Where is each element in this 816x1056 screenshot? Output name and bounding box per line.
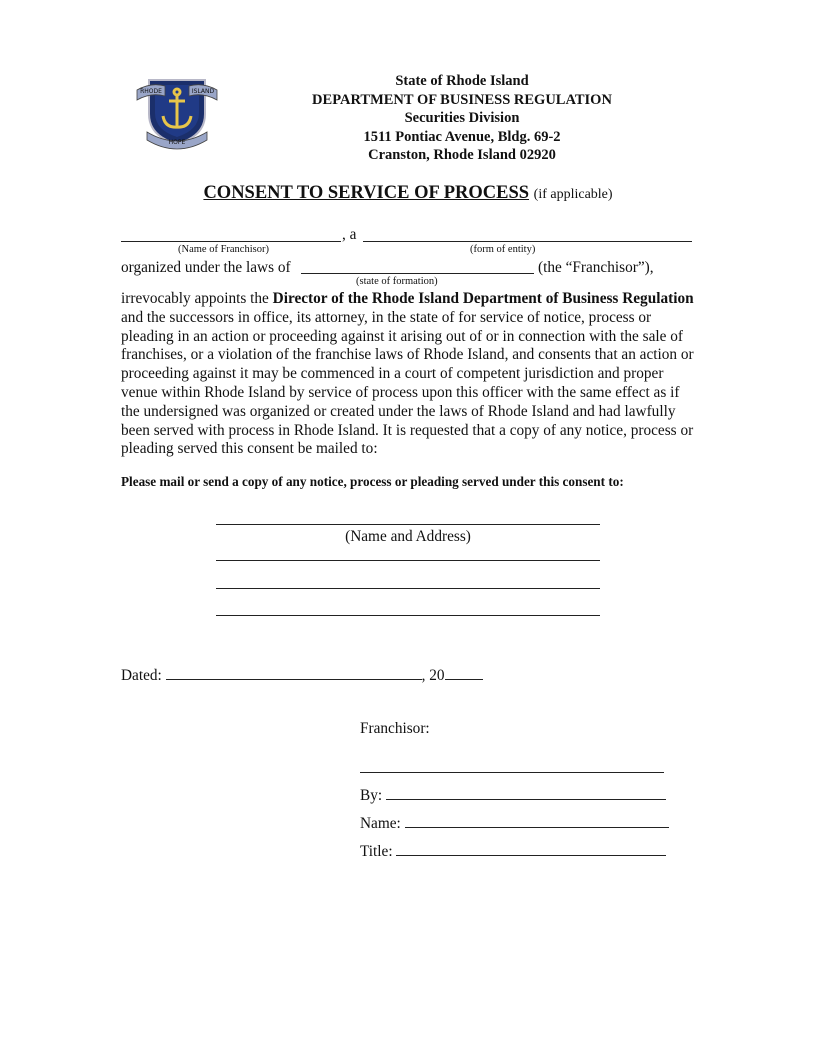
para-lead: irrevocably appoints the: [121, 290, 269, 307]
rhode-island-seal: [135, 70, 219, 150]
form-title-note: (if applicable): [533, 187, 613, 202]
year-field[interactable]: [445, 665, 483, 680]
seal-banner-left: RHODE: [140, 88, 162, 95]
dated-row: [121, 665, 483, 685]
franchisor-suffix: (the “Franchisor”),: [538, 259, 654, 276]
form-title: [120, 183, 696, 204]
by-field[interactable]: [386, 785, 666, 800]
state-formation-label: (state of formation): [356, 276, 438, 287]
name-address-line-4[interactable]: [216, 615, 600, 616]
seal-banner-bottom: HOPE: [168, 139, 186, 146]
header-street: 1511 Pontiac Avenue, Bldg. 69-2: [363, 128, 561, 145]
para-director: Director of the Rhode Island Department of Business Regulation: [272, 290, 694, 307]
title-field[interactable]: [396, 841, 666, 856]
header-division: Securities Division: [404, 110, 520, 126]
agency-header: [250, 72, 674, 165]
franchisor-label: Franchisor:: [360, 720, 430, 737]
entity-form-field[interactable]: [363, 241, 692, 242]
dated-label: Dated:: [121, 667, 162, 684]
name-row: [360, 813, 669, 833]
franchisor-signature-field[interactable]: [360, 772, 664, 773]
name-address-line-3[interactable]: [216, 588, 600, 589]
header-state: State of Rhode Island: [395, 73, 529, 89]
entity-form-label: (form of entity): [470, 244, 536, 255]
appointment-paragraph: [121, 290, 701, 459]
franchisor-name-field[interactable]: [121, 241, 341, 242]
name-field[interactable]: [405, 813, 669, 828]
header-city: Cranston, Rhode Island 02920: [368, 147, 556, 163]
title-label: Title:: [360, 843, 393, 860]
year-prefix: , 20: [421, 667, 445, 684]
para-body: and the successors in office, its attorney, in the state of for service of notice, process or pleading in an action or proceeding against it arising out of or in connection with the sale of franchises, or a violation of the franchise laws of Rhode Island, and consents that an action or proceeding against it may be commenced in a court of competent jurisdiction and proper venue within Rhode Island by service of process upon this officer with the same effect as if the undersigned was organized or created under the laws of Rhode Island and had lawfully been served with process in Rhode Island. It is requested that a copy of any notice, process or pleading served this consent be mailed to:: [121, 308, 694, 458]
name-address-label: (Name and Address): [345, 528, 471, 545]
title-row: [360, 841, 666, 861]
organized-prefix: organized under the laws of: [121, 259, 291, 276]
name-address-line-1[interactable]: [216, 524, 600, 525]
header-department: DEPARTMENT OF BUSINESS REGULATION: [312, 91, 612, 108]
mail-note: Please mail or send a copy of any notice, process or pleading served under this consent to:: [121, 474, 624, 489]
date-field[interactable]: [166, 665, 422, 680]
seal-banner-right: ISLAND: [191, 88, 215, 95]
by-label: By:: [360, 787, 383, 804]
state-formation-field[interactable]: [301, 273, 534, 274]
name-label: Name:: [360, 815, 401, 832]
form-title-main: CONSENT TO SERVICE OF PROCESS: [203, 183, 530, 203]
comma-a-text: , a: [342, 226, 357, 243]
franchisor-name-label: (Name of Franchisor): [178, 244, 269, 255]
name-address-line-2[interactable]: [216, 560, 600, 561]
by-row: [360, 785, 666, 805]
